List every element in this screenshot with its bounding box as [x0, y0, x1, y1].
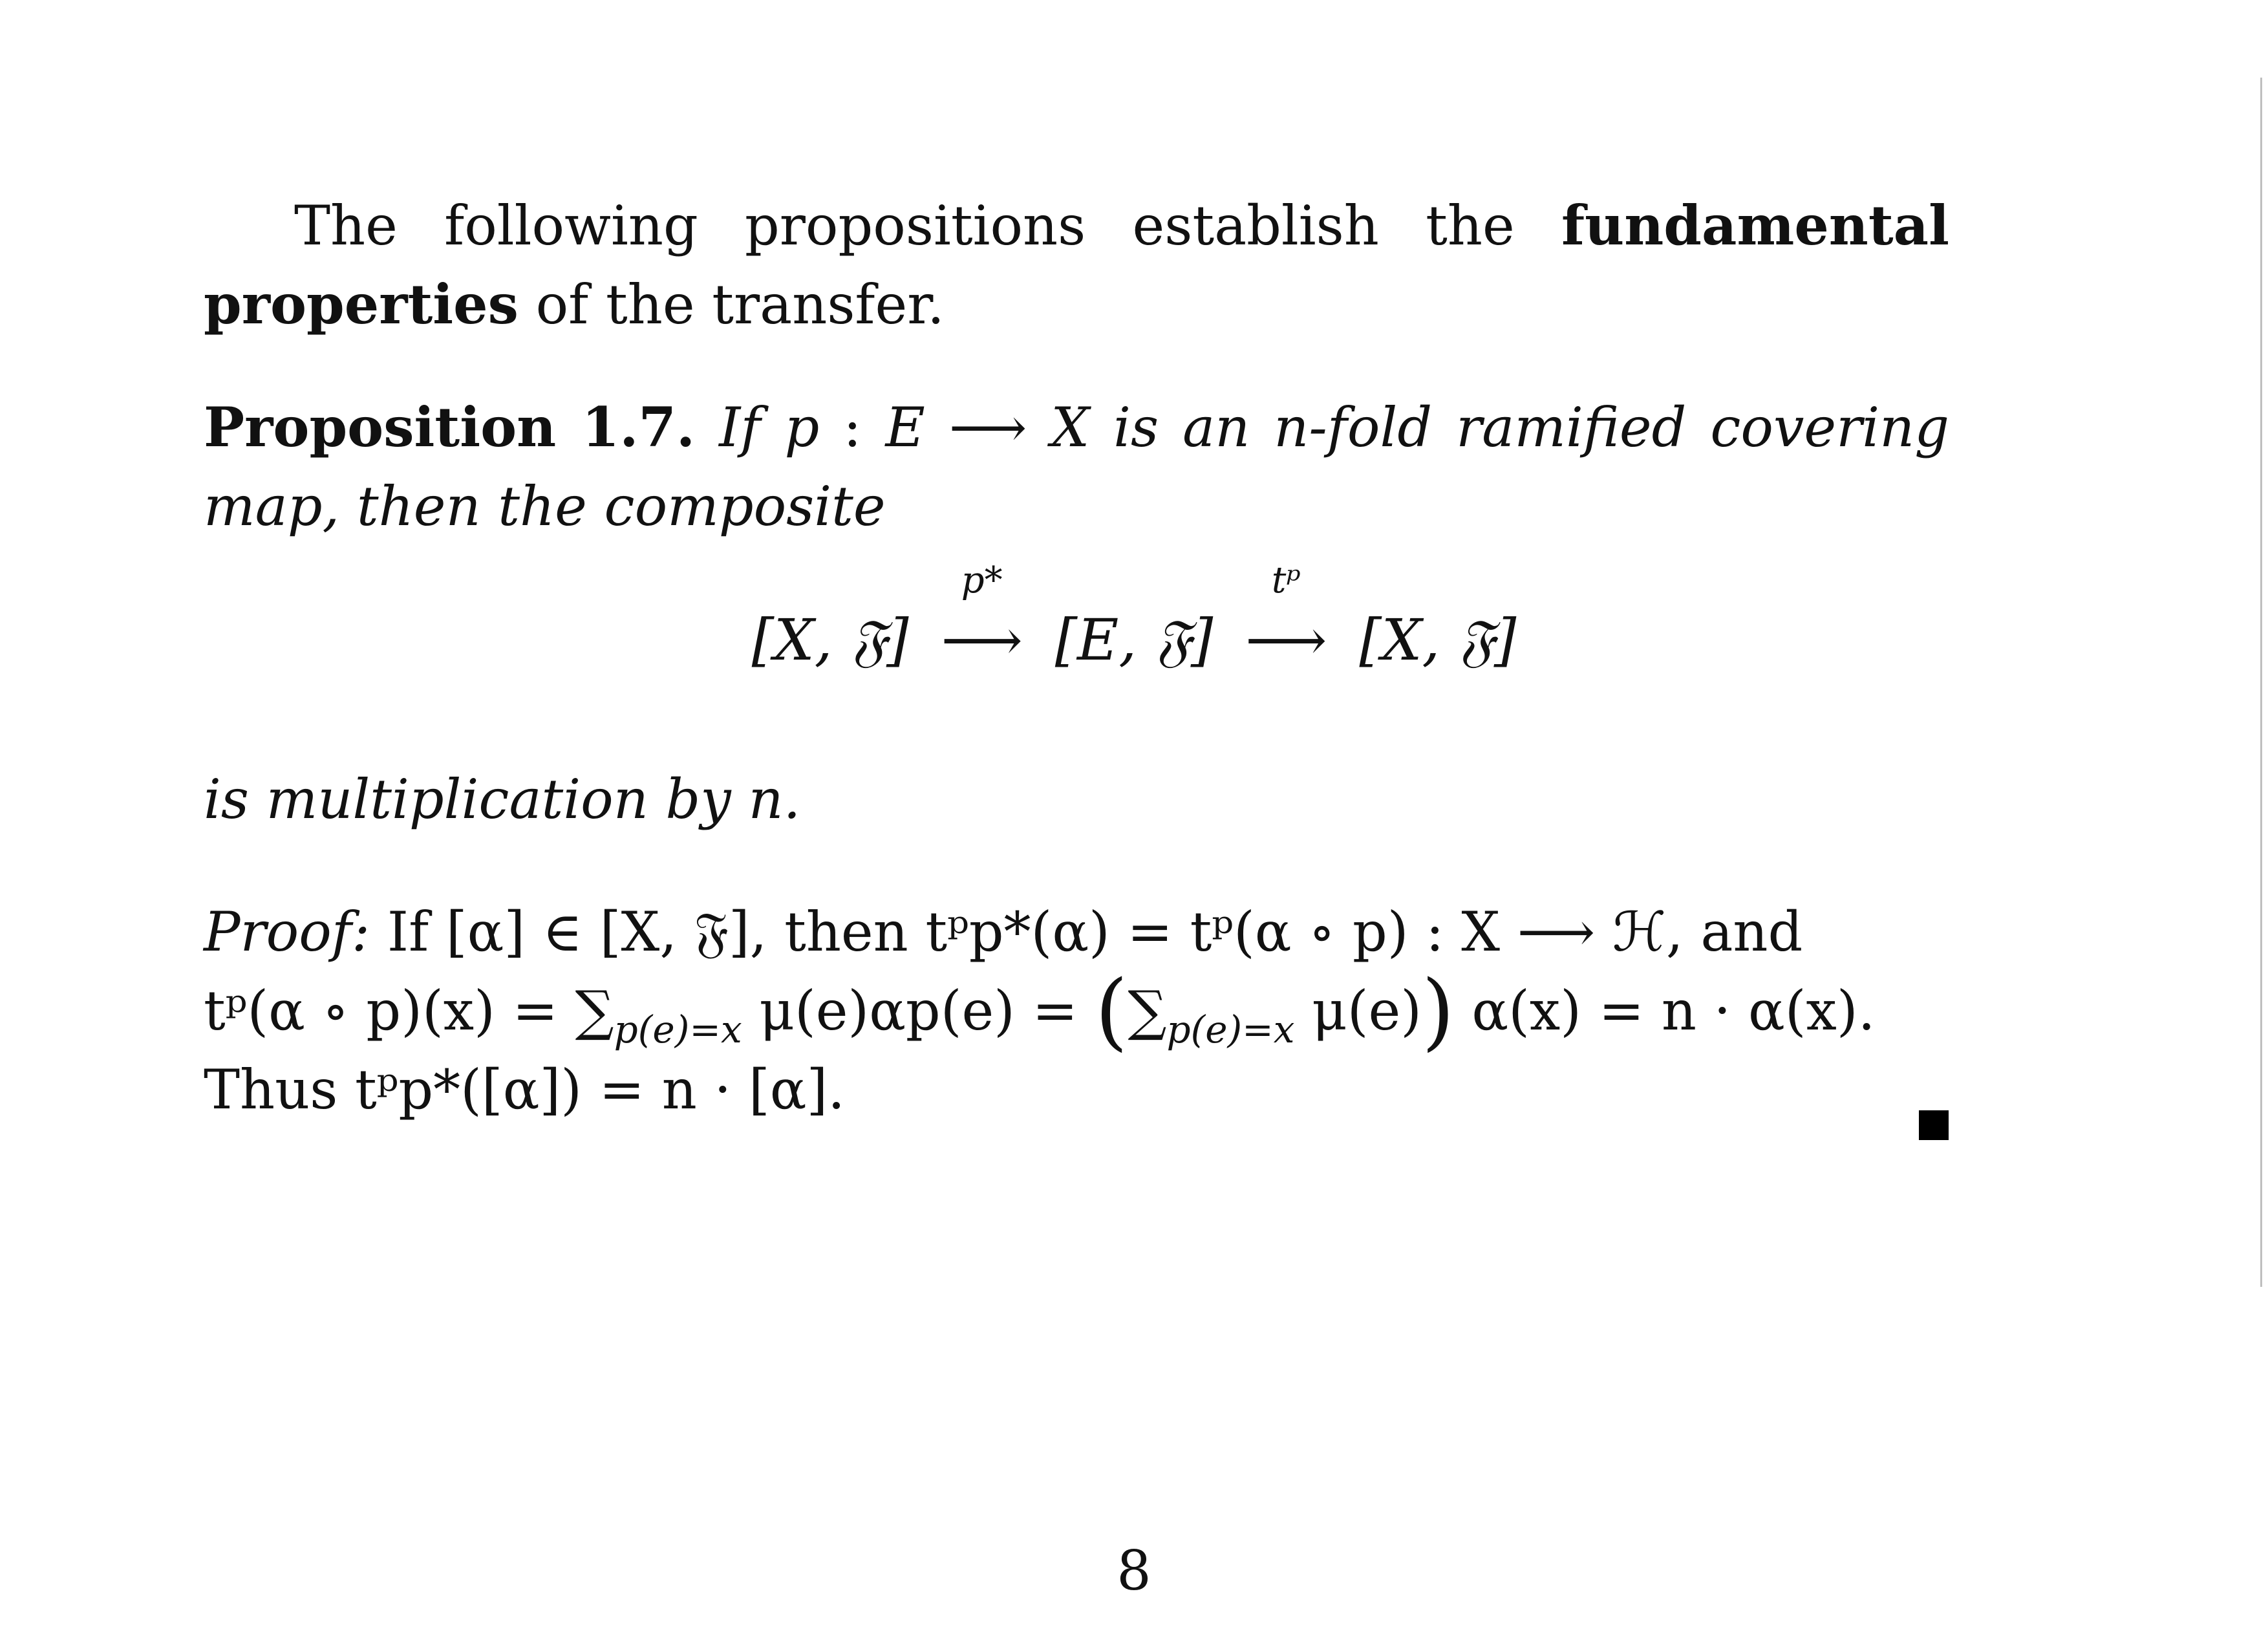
proposition-X: X — [1051, 396, 1090, 459]
proof-line-2-sub-2: p(e)=x — [1166, 1008, 1295, 1051]
proof-line-2-a: tᵖ(α ∘ p)(x) = ∑ — [204, 979, 614, 1042]
proposition-conclusion — [204, 760, 1949, 839]
display-arrow-2-label: tᵖ — [1271, 559, 1301, 601]
proof-line-2 — [204, 962, 1949, 1060]
proof-line-1 — [204, 892, 1949, 971]
proof-paragraph — [204, 892, 1949, 1129]
qed-square-icon — [1919, 1110, 1949, 1140]
proposition-p: p — [784, 396, 820, 459]
proof-line-2-e: α(x) = n · α(x). — [1454, 979, 1876, 1042]
proof-line-3-text: Thus tᵖp*([α]) = n · [α]. — [204, 1058, 845, 1121]
display-arrow-2 — [1245, 559, 1327, 679]
proposition-heading: Proposition 1.7. — [204, 395, 696, 459]
proposition-arrow: ⟶ — [948, 396, 1027, 459]
proof-line-2-sub-1: p(e)=x — [614, 1008, 742, 1051]
intro-bold-term: fundamental properties — [204, 193, 1949, 336]
intro-text-post: of the transfer. — [518, 273, 945, 336]
proposition-paragraph — [204, 388, 1949, 546]
intro-paragraph — [204, 186, 1949, 344]
proposition-colon: : — [819, 396, 886, 459]
page-edge-rule — [2260, 78, 2262, 1287]
conclusion-text-b: . — [783, 768, 801, 831]
proposition-n: n — [1274, 396, 1309, 459]
display-middle: [E, 𝔉] — [1054, 607, 1214, 673]
proof-line-2-d: μ(e) — [1294, 979, 1422, 1042]
display-arrow-1-label: p* — [961, 559, 1003, 601]
intro-text-pre: The following propositions establish the — [294, 194, 1562, 257]
display-arrow-2-glyph: ⟶ — [1245, 607, 1327, 673]
display-arrow-1-glyph: ⟶ — [941, 607, 1023, 673]
proof-line-1-text: If [α] ∈ [X, 𝔉], then tᵖp*(α) = tᵖ(α ∘ p) : X ⟶ ℋ, and — [387, 900, 1803, 964]
proposition-statement-c: -fold ramified covering map, then the composite — [204, 396, 1950, 538]
conclusion-text-a: is multiplication by — [204, 768, 749, 831]
proof-line-2-b: μ(e)αp(e) = — [742, 979, 1095, 1042]
proof-big-paren-open: ( — [1095, 962, 1128, 1060]
page-number: 8 — [1117, 1539, 1151, 1602]
display-arrow-1 — [941, 559, 1023, 679]
conclusion-n: n — [748, 768, 784, 831]
proof-line-3 — [204, 1050, 1949, 1129]
proposition-E: E — [885, 396, 925, 459]
proof-line-2-c: ∑ — [1128, 979, 1167, 1042]
display-right: [X, 𝔉] — [1359, 607, 1517, 673]
proof-big-paren-close: ) — [1422, 962, 1455, 1060]
proposition-statement-a: If — [719, 396, 785, 459]
proposition-statement-b: is an — [1089, 396, 1274, 459]
display-left: [X, 𝔉] — [751, 607, 909, 673]
composite-map-display — [0, 559, 2268, 679]
proof-label: Proof: — [204, 900, 370, 964]
